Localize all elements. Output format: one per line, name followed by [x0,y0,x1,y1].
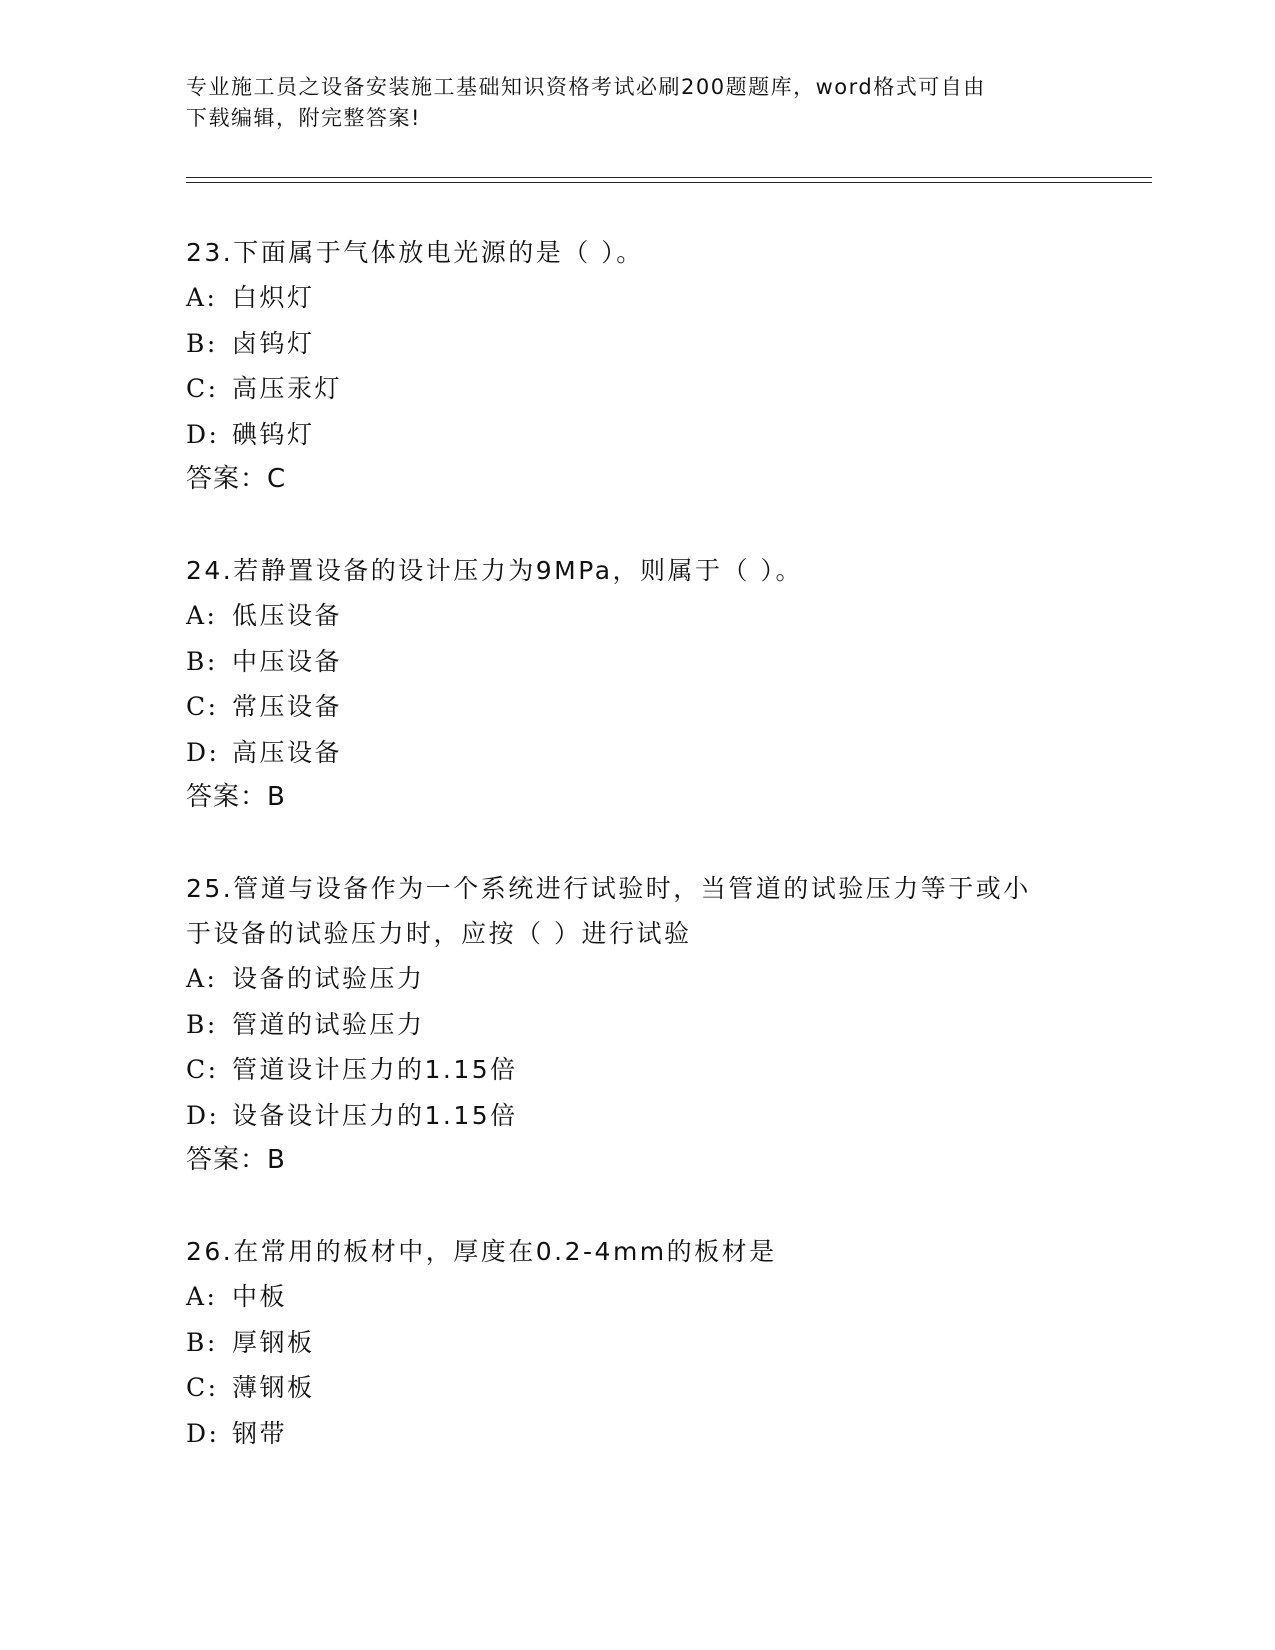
question-stem-line-2: 于设备的试验压力时，应按（ ）进行试验 [186,919,692,948]
option-text: 中压设备 [232,646,343,676]
option-text: 钢带 [232,1418,288,1448]
option-letter: B: [186,328,218,358]
option-c [186,684,1126,730]
header-divider-bottom [186,182,1152,183]
option-letter: D: [186,419,220,449]
option-text: 碘钨灯 [232,419,315,449]
option-text: 高压设备 [232,737,343,767]
question-24 [186,548,1126,820]
option-c [186,366,1126,412]
option-letter: A: [186,964,218,993]
question-stem: 23.下面属于气体放电光源的是（ ）。 [186,238,644,267]
option-a [186,956,1126,1002]
document-header [186,72,1066,134]
option-letter: C: [186,1055,219,1084]
option-b [186,639,1126,685]
option-a [186,1274,1126,1320]
option-letter: B: [186,1327,218,1357]
option-letter: D: [186,1418,220,1448]
option-text: 卤钨灯 [232,328,315,358]
option-text: 高压汞灯 [232,374,343,403]
option-d [186,730,1126,776]
option-text: 薄钢板 [232,1373,315,1402]
option-letter: A: [186,1282,218,1311]
option-text: 中板 [232,1282,288,1311]
option-letter: C: [186,1373,219,1402]
question-stem: 24.若静置设备的设计压力为9MPa，则属于（ ）。 [186,556,803,585]
option-text: 常压设备 [232,692,343,721]
answer-line: 答案：B [186,782,286,812]
option-letter: D: [186,737,220,767]
option-c [186,1047,1126,1093]
option-letter: D: [186,1100,220,1130]
option-letter: C: [186,374,219,403]
option-c [186,1365,1126,1411]
answer-line: 答案：B [186,1145,286,1175]
question-stem: 26.在常用的板材中，厚度在0.2-4mm的板材是 [186,1237,777,1266]
option-d [186,412,1126,458]
option-letter: A: [186,601,218,630]
option-letter: B: [186,1009,218,1039]
option-letter: B: [186,646,218,676]
question-25 [186,866,1126,1183]
option-b [186,321,1126,367]
option-letter: C: [186,692,219,721]
question-23 [186,230,1126,502]
header-line-1: 专业施工员之设备安装施工基础知识资格考试必刷200题题库，word格式可自由 [186,75,986,99]
option-b [186,1320,1126,1366]
option-text: 设备的试验压力 [232,964,425,993]
option-a [186,593,1126,639]
option-text: 设备设计压力的1.15倍 [232,1100,518,1130]
option-d [186,1411,1126,1457]
header-divider-top [186,177,1152,178]
option-letter: A: [186,283,218,312]
header-line-2: 下载编辑，附完整答案! [186,106,421,130]
option-text: 白炽灯 [232,283,315,312]
question-26 [186,1229,1126,1456]
option-text: 管道设计压力的1.15倍 [232,1055,518,1084]
option-d [186,1093,1126,1139]
option-text: 管道的试验压力 [232,1009,425,1039]
answer-line: 答案：C [186,464,287,494]
option-a [186,275,1126,321]
question-stem-line-1: 25.管道与设备作为一个系统进行试验时，当管道的试验压力等于或小 [186,874,1031,903]
option-b [186,1002,1126,1048]
option-text: 低压设备 [232,601,343,630]
option-text: 厚钢板 [232,1327,315,1357]
question-list [186,230,1126,1502]
